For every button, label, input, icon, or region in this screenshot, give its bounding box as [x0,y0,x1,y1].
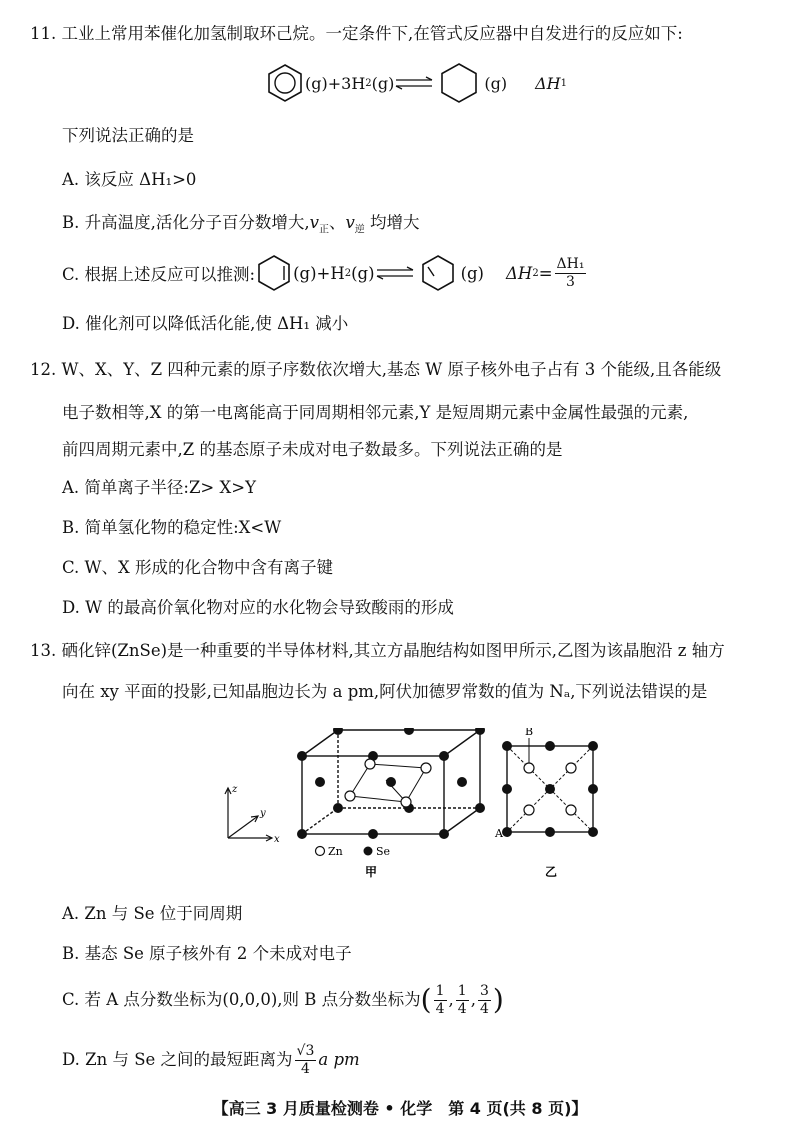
q11-eq-h2: +3H [327,73,366,93]
se-legend-icon [364,847,373,856]
label-a: A [495,827,503,840]
q13-option-a: A. Zn 与 Se 位于同周期 [62,904,243,923]
q12-option-b: B. 简单氢化物的稳定性:X<W [62,518,282,537]
equilibrium-arrow-icon [375,266,415,280]
q12-option-d: D. W 的最高价氧化物对应的水化物会导致酸雨的形成 [62,598,454,617]
q13-option-d-prefix: D. Zn 与 Se 之间的最短距离为 [62,1050,293,1069]
q11-option-b-v1: v [309,213,319,232]
q11-eq-reactant-state: (g) [305,73,328,93]
coord-num-1: 1 [435,982,445,999]
legend-se-label: Se [376,845,391,858]
q12-stem-line3: 前四周期元素中,Z 的基态原子未成对电子数最多。下列说法正确的是 [62,440,563,459]
q13-option-b: B. 基态 Se 原子核外有 2 个未成对电子 [62,944,352,963]
q11-option-c-num: ΔH₁ [556,255,585,272]
distance-fraction [295,1043,317,1078]
q11-option-c-state1: (g)+H [293,263,345,283]
crystal-figure [210,728,610,883]
q11-option-c-h2-sub: 2 [344,267,352,279]
q11-option-c-prefix: C. 根据上述反应可以推测: [62,265,256,284]
q11-option-b-sep: 、 [328,213,346,232]
q13-option-d [62,1040,360,1080]
coord-frac-1 [434,983,447,1018]
q12-stem-line1: 12. W、X、Y、Z 四种元素的原子序数依次增大,基态 W 原子核外电子占有 3 个能级,且各能级 [30,360,722,379]
label-b: B [525,728,534,738]
distance-den: 4 [300,1060,310,1077]
q11-option-b-sub1: 正 [318,224,329,236]
equilibrium-arrow-icon [394,76,434,90]
q13-stem-line1: 13. 硒化锌(ZnSe)是一种重要的半导体材料,其立方晶胞结构如图甲所示,乙图为该晶胞沿 z 轴方 [30,641,725,660]
q11-prompt: 下列说法正确的是 [62,126,194,145]
axis-z-label: z [232,784,238,795]
q11-option-c [62,250,588,296]
coord-num-2: 1 [457,982,467,999]
q13-option-d-suffix: a pm [318,1050,360,1069]
q12-option-c: C. W、X 形成的化合物中含有离子键 [62,558,333,577]
q11-eq-product-state: (g) [484,73,508,93]
q12-option-a: A. 简单离子半径:Z> X>Y [62,478,256,497]
q11-option-c-fraction [555,256,587,291]
q13-stem-line2: 向在 xy 平面的投影,已知晶胞边长为 a pm,阿伏加德罗常数的值为 Nₐ,下列说法错误的是 [62,682,708,701]
q13-option-c-prefix: C. 若 A 点分数坐标为(0,0,0),则 B 点分数坐标为 [62,990,421,1009]
distance-num: √3 [296,1042,315,1059]
coord-den-3: 4 [479,1000,489,1017]
legend-zn-label: Zn [328,845,343,858]
page-footer: 【高三 3 月质量检测卷 • 化学 第 4 页(共 8 页)】 [212,1099,588,1118]
cyclohexane-ring-icon [438,62,480,104]
axis-y-label: y [260,808,266,819]
q11-option-b [62,213,420,240]
q11-option-b-v2: v [345,213,355,232]
q11-option-b-suffix: 均增大 [364,213,420,232]
q11-option-c-state3: (g) [460,263,484,283]
se-atoms-projection [502,741,598,837]
q11-eq-h2-sub: 2 [365,77,372,89]
q11-equation [265,60,567,106]
caption-jia: 甲 [365,865,378,879]
cyclohexene-ring-icon [255,254,293,292]
axis-x-label: x [274,834,280,845]
se-atoms-cube [297,728,485,839]
coord-num-3: 3 [479,982,489,999]
right-paren-icon: ) [492,983,504,1016]
q11-option-c-dh2-sub: 2 [532,267,539,279]
q11-option-d: D. 催化剂可以降低活化能,使 ΔH₁ 减小 [62,314,349,333]
coord-den-1: 4 [435,1000,445,1017]
coord-den-2: 4 [457,1000,467,1017]
left-paren-icon: ( [420,983,432,1016]
q11-option-a: A. 该反应 ΔH₁>0 [62,170,197,189]
q11-option-c-dh2: ΔH [506,263,533,283]
q11-option-b-prefix: B. 升高温度,活化分子百分数增大, [62,213,310,232]
q11-option-c-state2: (g) [351,263,375,283]
q11-eq-dh: ΔH [535,73,561,93]
q11-option-b-sub2: 逆 [354,224,365,236]
q11-option-c-eq: = [538,263,553,283]
coord-frac-3 [478,983,491,1018]
q11-stem: 11. 工业上常用苯催化加氢制取环己烷。一定条件下,在管式反应器中自发进行的反应如下: [30,24,683,43]
caption-yi: 乙 [545,865,558,879]
q11-eq-dh-sub: 1 [560,77,568,89]
q11-option-c-den: 3 [566,273,575,290]
q11-eq-h2-state: (g) [371,73,395,93]
coord-frac-2 [456,983,469,1018]
zn-legend-icon [316,847,325,856]
benzene-ring-icon [265,63,305,103]
cyclohexadiene-ring-icon [419,254,457,292]
q13-option-c: C. 若 A 点分数坐标为(0,0,0),则 B 点分数坐标为 ( $\frac{1}{4}$ , $\frac{1}{4}$ , $\frac{3}{4}$ ) [62,982,504,1017]
q12-stem-line2: 电子数相等,X 的第一电离能高于同周期相邻元素,Y 是短周期元素中金属性最强的元素, [62,403,689,422]
